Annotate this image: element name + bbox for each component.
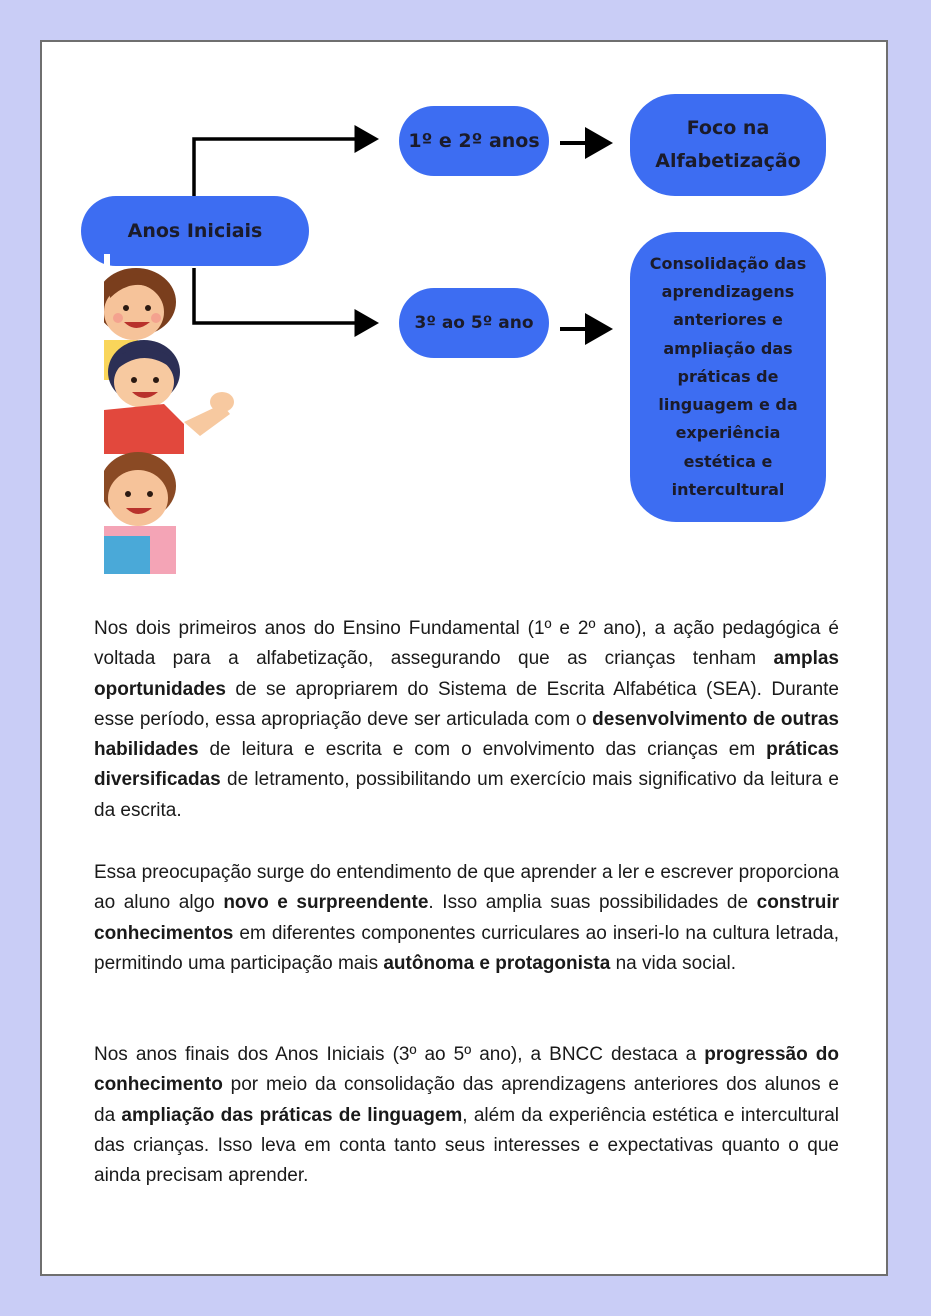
p1-segment: práticas diversificadas bbox=[94, 739, 839, 791]
children-illustration bbox=[104, 254, 234, 574]
node-anos-iniciais: Anos Iniciais bbox=[81, 196, 309, 266]
p1-segment: desenvolvimento de outras habilidades bbox=[94, 708, 840, 761]
node-foco-alfabetizacao: Foco na Alfabetização bbox=[630, 94, 826, 196]
p2-segment: na vida social. bbox=[610, 952, 737, 974]
paragraph-3 bbox=[94, 1040, 839, 1191]
document-page bbox=[40, 40, 888, 1276]
child-2-image bbox=[104, 340, 234, 454]
p2-segment: em diferentes componentes curriculares ao inseri-lo na cultura letrada, permitindo uma participação mais bbox=[94, 922, 839, 974]
p2-segment: construir conhecimentos bbox=[94, 892, 840, 944]
node-consolidacao: Consolidação das aprendizagens anteriores e ampliação das práticas de linguagem e da experiência estética e intercultural bbox=[630, 232, 826, 522]
p1-segment: de letramento, possibilitando um exercício mais significativo da leitura e da escrita. bbox=[94, 769, 839, 821]
p3-segment: ampliação das práticas de linguagem bbox=[121, 1104, 463, 1126]
p2-segment: novo e surpreendente bbox=[223, 892, 429, 914]
p1-segment: de se apropriarem do Sistema de Escrita Alfabética (SEA). Durante esse período, essa apropriação deve ser articulada com o bbox=[94, 678, 839, 730]
p1-segment: de leitura e escrita e com o envolvimento das crianças em bbox=[198, 739, 767, 761]
p1-segment: Nos dois primeiros anos do Ensino Fundamental (1º e 2º ano), a ação pedagógica é voltada para a alfabetização, assegurando que as crianças tenham bbox=[94, 618, 839, 670]
p2-segment: autônoma e protagonista bbox=[383, 952, 611, 974]
p2-segment: Essa preocupação surge do entendimento de que aprender a ler e escrever proporciona ao aluno algo bbox=[94, 862, 839, 914]
p3-segment: , além da experiência estética e intercultural das crianças. Isso leva em conta tanto seus interesses e expectativas quanto o que ainda precisam aprender. bbox=[94, 1104, 839, 1187]
paragraph-2 bbox=[94, 858, 839, 979]
p3-segment: Nos anos finais dos Anos Iniciais (3º ao 5º ano), a BNCC destaca a bbox=[94, 1044, 705, 1065]
p2-segment: . Isso amplia suas possibilidades de bbox=[428, 892, 757, 914]
paragraph-1 bbox=[94, 614, 839, 826]
connector-root-top bbox=[194, 139, 372, 198]
p3-segment: por meio da consolidação das aprendizagens anteriores dos alunos e da bbox=[94, 1074, 839, 1126]
node-3-5-ano: 3º ao 5º ano bbox=[399, 288, 549, 358]
p3-segment: progressão do conhecimento bbox=[94, 1044, 839, 1096]
child-3-image bbox=[104, 452, 176, 574]
p1-segment: amplas oportunidades bbox=[94, 648, 839, 700]
node-1-2-anos: 1º e 2º anos bbox=[399, 106, 549, 176]
